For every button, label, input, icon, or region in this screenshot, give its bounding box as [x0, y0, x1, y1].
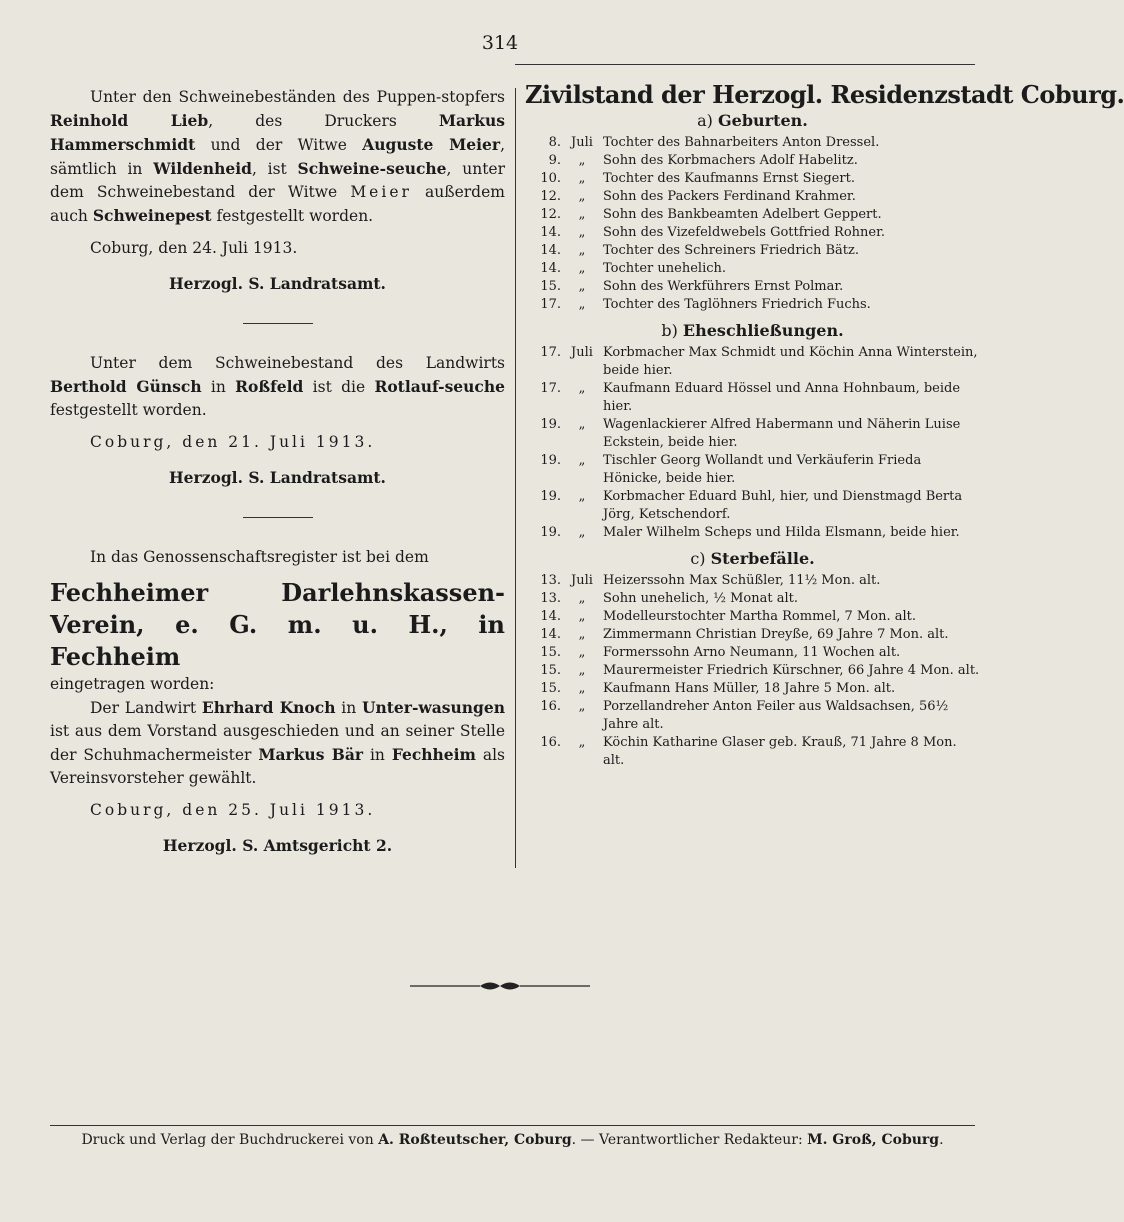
section-heading-births: [525, 112, 980, 130]
register-entry: [525, 242, 980, 260]
register-entry: [525, 416, 980, 452]
notice-registered: eingetragen worden:: [50, 675, 215, 693]
bold-place: Unter-wasungen: [361, 698, 506, 717]
entry-text: Maler Wilhelm Scheps und Hilda Elsmann, beide hier.: [603, 525, 960, 540]
text: . — Verantwortlicher Redakteur:: [571, 1132, 808, 1148]
entry-text: Sohn des Vizefeldwebels Gottfried Rohner.: [603, 225, 886, 240]
section-heading-deaths: [525, 550, 980, 568]
text: ist die: [303, 378, 375, 396]
entry-day: 15.: [540, 279, 561, 294]
section-letter: a): [697, 111, 713, 130]
entry-day: 9.: [548, 153, 561, 168]
notice-intro: In das Genossenschaftsregister ist bei dem: [90, 548, 429, 566]
page-number: 314: [481, 32, 519, 54]
register-entry: [525, 680, 980, 698]
entry-day: 8.: [548, 135, 561, 150]
entry-month: „: [578, 645, 586, 660]
register-entry: [525, 524, 980, 542]
entry-text: Köchin Katharine Glaser geb. Krauß, 71 Jahre 8 Mon. alt.: [603, 735, 957, 768]
entry-day: 16.: [540, 699, 561, 714]
entry-month: „: [578, 417, 586, 432]
entry-text: Porzellandreher Anton Feiler aus Waldsachsen, 56½ Jahre alt.: [603, 699, 949, 732]
entry-text: Sohn des Korbmachers Adolf Habelitz.: [603, 153, 858, 168]
bold-name: Auguste Meier: [362, 135, 501, 154]
entry-day: 14.: [540, 627, 561, 642]
register-entry: [525, 626, 980, 644]
cooperative-name: Fechheimer Darlehnskassen-Verein, e. G. m. u. H., in Fechheim: [50, 578, 505, 671]
text: in: [363, 746, 392, 764]
entry-month: „: [578, 489, 586, 504]
bold-place: Wildenheid: [153, 159, 252, 178]
marriages-list: [525, 344, 980, 542]
entry-month: „: [578, 153, 586, 168]
entry-text: Sohn unehelich, ½ Monat alt.: [603, 591, 798, 606]
entry-month: „: [578, 591, 586, 606]
text: , sämtlich in: [50, 136, 505, 178]
ornamental-rule: [410, 976, 590, 996]
entry-day: 13.: [540, 573, 561, 588]
text: außerdem auch: [50, 183, 505, 225]
entry-day: 17.: [540, 345, 561, 360]
text: festgestellt worden.: [211, 207, 374, 225]
entry-day: 19.: [540, 525, 561, 540]
entry-text: Heizerssohn Max Schüßler, 11½ Mon. alt.: [603, 573, 881, 588]
register-entry: [525, 698, 980, 734]
left-column: [50, 86, 505, 857]
entry-text: Korbmacher Eduard Buhl, hier, und Dienstmagd Berta Jörg, Ketschendorf.: [603, 489, 963, 522]
section-title: Eheschließungen.: [682, 321, 844, 340]
register-entry: [525, 134, 980, 152]
bold-disease: Schweinepest: [92, 206, 212, 225]
entry-day: 17.: [540, 381, 561, 396]
entry-text: Wagenlackierer Alfred Habermann und Näherin Luise Eckstein, beide hier.: [603, 417, 961, 450]
section-letter: b): [661, 321, 678, 340]
entry-day: 12.: [540, 189, 561, 204]
notice-date: Coburg, den 21. Juli 1913.: [90, 433, 376, 451]
footer-rule: [50, 1125, 975, 1126]
section-letter: c): [690, 549, 706, 568]
notice-body: [50, 86, 505, 228]
section-title: Geburten.: [718, 111, 808, 130]
register-entry: [525, 662, 980, 680]
notice-cooperative-register: [50, 546, 505, 857]
entry-month: „: [578, 453, 586, 468]
header-rule: [515, 64, 975, 65]
entry-text: Formerssohn Arno Neumann, 11 Wochen alt.: [603, 645, 901, 660]
entry-text: Korbmacher Max Schmidt und Köchin Anna Winterstein, beide hier.: [603, 345, 978, 378]
register-entry: [525, 278, 980, 296]
entry-day: 12.: [540, 207, 561, 222]
spaced-name: Meier: [350, 183, 412, 201]
bold-name: Ehrhard Knoch: [201, 698, 336, 717]
register-entry: [525, 452, 980, 488]
bold-place: Roßfeld: [235, 377, 304, 396]
text: , des Druckers: [208, 112, 439, 130]
register-entry: [525, 152, 980, 170]
entry-text: Tochter des Schreiners Friedrich Bätz.: [603, 243, 860, 258]
entry-day: 10.: [540, 171, 561, 186]
entry-text: Kaufmann Hans Müller, 18 Jahre 5 Mon. alt.: [603, 681, 896, 696]
entry-day: 14.: [540, 225, 561, 240]
entry-text: Tischler Georg Wollandt und Verkäuferin Frieda Hönicke, beide hier.: [603, 453, 922, 486]
entry-month: „: [578, 171, 586, 186]
text: , unter dem Schweinebestand der Witwe: [50, 160, 506, 201]
entry-day: 13.: [540, 591, 561, 606]
register-entry: [525, 206, 980, 224]
text: festgestellt worden.: [50, 401, 207, 419]
register-entry: [525, 608, 980, 626]
notice-date: Coburg, den 24. Juli 1913.: [90, 239, 298, 257]
notice-red-murrain-rossfeld: [50, 352, 505, 489]
entry-text: Tochter des Bahnarbeiters Anton Dressel.: [603, 135, 880, 150]
entry-day: 15.: [540, 681, 561, 696]
register-entry: [525, 644, 980, 662]
entry-month: „: [578, 225, 586, 240]
bold-name: Markus Bär: [258, 745, 364, 764]
bold-place: Fechheim: [391, 745, 476, 764]
register-entry: [525, 224, 980, 242]
text: , ist: [251, 160, 298, 178]
entry-month: „: [578, 189, 586, 204]
entry-day: 15.: [540, 663, 561, 678]
notice-body: [50, 352, 505, 422]
notice-signature: Herzogl. S. Landratsamt.: [169, 468, 386, 487]
entry-text: Tochter des Kaufmanns Ernst Siegert.: [603, 171, 855, 186]
separator-rule: [243, 517, 313, 518]
text: ist aus dem Vorstand ausgeschieden und an seiner Stelle der Schuhmachermeister: [50, 722, 505, 764]
register-entry: [525, 572, 980, 590]
separator-rule: [243, 323, 313, 324]
entry-day: 19.: [540, 489, 561, 504]
entry-day: 17.: [540, 297, 561, 312]
notice-swine-disease-wildenheid: [50, 86, 505, 295]
notice-signature: Herzogl. S. Landratsamt.: [169, 274, 386, 293]
entry-text: Tochter des Taglöhners Friedrich Fuchs.: [603, 297, 871, 312]
register-entry: [525, 296, 980, 314]
register-entry: [525, 188, 980, 206]
entry-month: „: [578, 627, 586, 642]
imprint-footer: [50, 1132, 975, 1148]
register-entry: [525, 260, 980, 278]
entry-month: „: [578, 699, 586, 714]
notice-date: Coburg, den 25. Juli 1913.: [90, 801, 376, 819]
entry-month: „: [578, 207, 586, 222]
entry-month: „: [578, 243, 586, 258]
editor-name: M. Groß, Coburg: [807, 1132, 940, 1148]
entry-month: Juli: [571, 135, 593, 150]
entry-month: „: [578, 279, 586, 294]
entry-text: Sohn des Bankbeamten Adelbert Geppert.: [603, 207, 882, 222]
column-divider: [515, 88, 516, 868]
bold-disease: Schweine-seuche: [297, 159, 447, 178]
entry-text: Modelleurstochter Martha Rommel, 7 Mon. alt.: [603, 609, 916, 624]
register-entry: [525, 488, 980, 524]
section-title: Sterbefälle.: [710, 549, 815, 568]
bold-name: Berthold Günsch: [50, 377, 202, 396]
entry-day: 19.: [540, 453, 561, 468]
entry-text: Sohn des Werkführers Ernst Polmar.: [603, 279, 844, 294]
entry-month: Juli: [571, 573, 593, 588]
text: Druck und Verlag der Buchdruckerei von: [81, 1132, 379, 1148]
notice-signature: Herzogl. S. Amtsgericht 2.: [162, 836, 393, 855]
section-heading-marriages: [525, 322, 980, 340]
register-entry: [525, 380, 980, 416]
text: als Vereinsvorsteher gewählt.: [50, 746, 506, 787]
entry-text: Maurermeister Friedrich Kürschner, 66 Jahre 4 Mon. alt.: [603, 663, 980, 678]
entry-text: Tochter unehelich.: [603, 261, 727, 276]
entry-month: „: [578, 261, 586, 276]
entry-month: „: [578, 663, 586, 678]
entry-month: „: [578, 735, 586, 750]
entry-day: 14.: [540, 261, 561, 276]
entry-month: Juli: [571, 345, 593, 360]
deaths-list: [525, 572, 980, 770]
text: und der Witwe: [195, 136, 363, 154]
text: Der Landwirt: [90, 699, 202, 717]
text: in: [201, 378, 236, 396]
entry-month: „: [578, 525, 586, 540]
notice-body: [50, 696, 505, 790]
entry-day: 19.: [540, 417, 561, 432]
text: in: [335, 699, 362, 717]
entry-day: 14.: [540, 243, 561, 258]
entry-text: Zimmermann Christian Dreyße, 69 Jahre 7 Mon. alt.: [603, 627, 949, 642]
entry-text: Sohn des Packers Ferdinand Krahmer.: [603, 189, 856, 204]
bold-name: Reinhold Lieb: [50, 111, 209, 130]
register-entry: [525, 170, 980, 188]
entry-day: 16.: [540, 735, 561, 750]
civil-register-title: Zivilstand der Herzogl. Residenzstadt Coburg.: [525, 80, 1124, 109]
entry-month: „: [578, 609, 586, 624]
entry-day: 15.: [540, 645, 561, 660]
entry-day: 14.: [540, 609, 561, 624]
entry-month: „: [578, 681, 586, 696]
entry-month: „: [578, 381, 586, 396]
text: Unter den Schweinebeständen des Puppen-stopfers: [90, 88, 505, 106]
text: .: [939, 1132, 944, 1148]
register-entry: [525, 590, 980, 608]
births-list: [525, 134, 980, 314]
entry-text: Kaufmann Eduard Hössel und Anna Hohnbaum, beide hier.: [603, 381, 961, 414]
register-entry: [525, 734, 980, 770]
bold-disease: Rotlauf-seuche: [374, 377, 505, 396]
bold-name: Markus Hammerschmidt: [50, 111, 505, 154]
register-entry: [525, 344, 980, 380]
entry-month: „: [578, 297, 586, 312]
right-column: [525, 80, 1124, 770]
text: Unter dem Schweinebestand des Landwirts: [90, 354, 505, 372]
publisher-name: A. Roßteutscher, Coburg: [378, 1132, 572, 1148]
